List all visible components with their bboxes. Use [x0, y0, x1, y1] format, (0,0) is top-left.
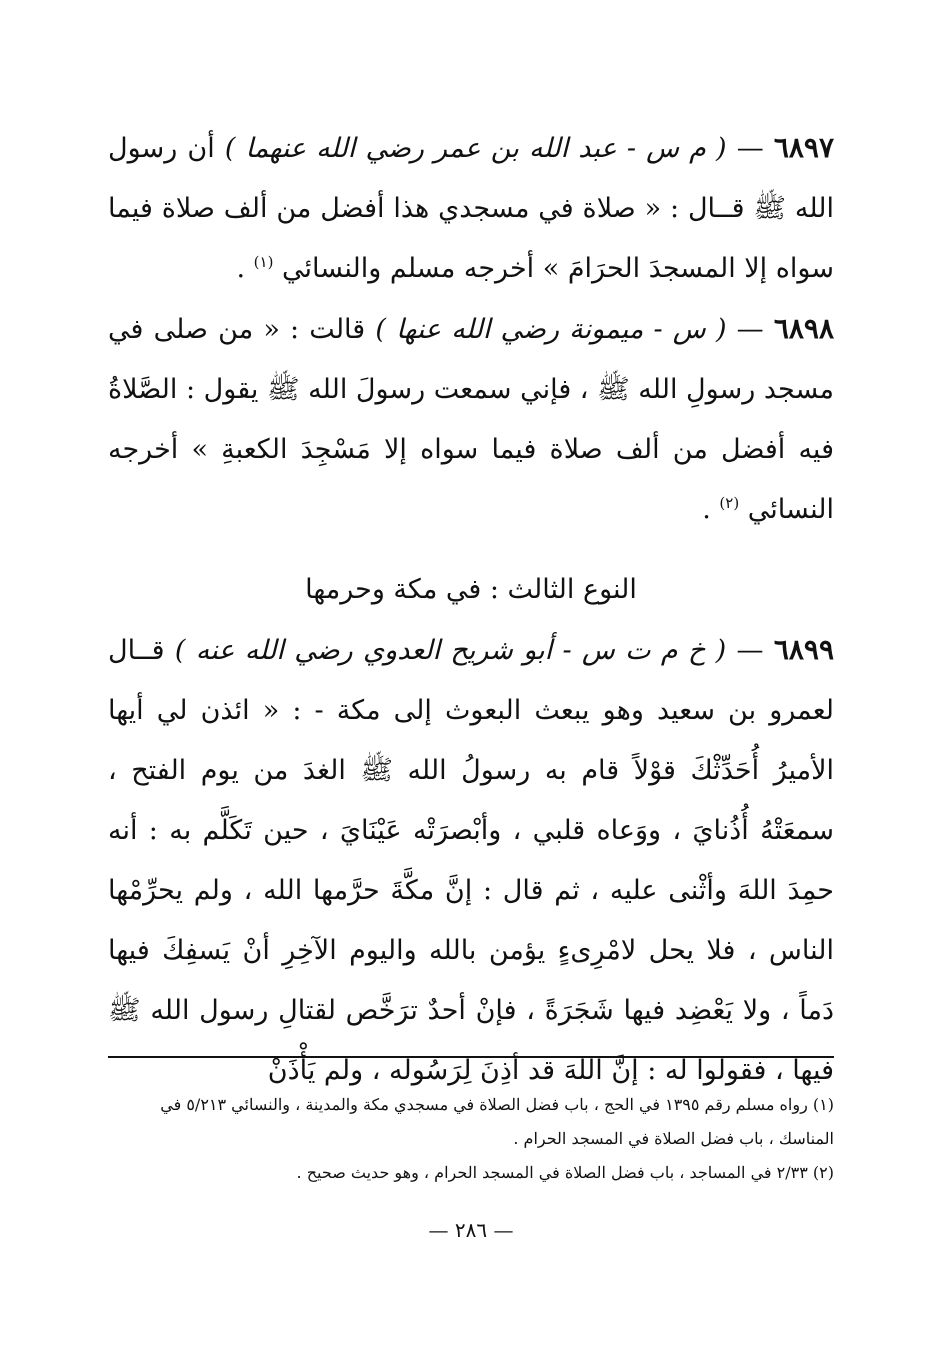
hadith-source: ( خ م ت س - أبو شريح العدوي رضي الله عنه ) [174, 635, 727, 666]
hadith-number: ٦٨٩٨ [773, 312, 834, 345]
hadith-text: قالت : « من صلى في مسجد رسولِ الله ﷺ ، فإني سمعت رسولَ الله ﷺ يقول : الصَّلاةُ فيه أفضل من ألف صلاة فيما سواه إلا مَسْجِدَ الكعبةِ » أخرجه النسائي [108, 314, 834, 525]
hadith-source: ( س - ميمونة رضي الله عنها ) [375, 314, 727, 345]
hadith-number: ٦٨٩٧ [773, 131, 834, 164]
page-body [108, 118, 834, 1338]
hadith-6898: ٦٨٩٨ — ( س - ميمونة رضي الله عنها ) قالت : « من صلى في مسجد رسولِ الله ﷺ ، فإني سمعت رسولَ الله ﷺ يقول : الصَّلاةُ فيه أفضل من ألف صلاة فيما سواه إلا مَسْجِدَ الكعبةِ » أخرجه النسائي $^{(٢)}$ . [108, 312, 834, 525]
hadith-end: . [236, 253, 254, 284]
section-title: النوع الثالث : في مكة وحرمها [305, 574, 637, 605]
footnote-1: (١) رواه مسلم رقم ١٣٩٥ في الحج ، باب فضل الصلاة في مسجدي مكة والمدينة ، والنسائي ٥/٢١٣ في المناسك ، باب فضل الصلاة في المسجد الحرام . [160, 1095, 834, 1148]
footnote-ref: (١) [253, 253, 274, 271]
hadith-6899: ٦٨٩٩ — ( خ م ت س - أبو شريح العدوي رضي الله عنه ) قــال لعمرو بن سعيد وهو يبعث البعوث إلى مكة - : « ائذن لي أيها الأميرُ أُحَدِّثْكَ قوْلاً قام به رسولُ الله ﷺ الغدَ من يوم الفتح ، سمعَتْهُ أُذُنايَ ، ووَعاه قلبي ، وأبْصرَتْه عَيْنَايَ ، حين تَكَلَّم به : أنه حمِدَ اللهَ وأثْنى عليه ، ثم قال : إنَّ مكَّةَ حرَّمها الله ، ولم يحرِّمْها الناس ، فلا يحل لامْرِىءٍ يؤمن بالله واليوم الآخِرِ أنْ يَسفِكَ فيها دَماً ، ولا يَعْضِد فيها شَجَرَةً ، فإنْ أحدٌ ترَخَّص لقتالِ رسول الله ﷺ فيها ، فقولوا له : إنَّ اللهَ قد أذِنَ لِرَسُوله ، ولم يَأْذَنْ [108, 633, 834, 1086]
hadith-text: أن رسول الله ﷺ قــال : « صلاة في مسجدي هذا أفضل من ألف صلاة فيما سواه إلا المسجدَ الحرَامَ » أخرجه مسلم والنسائي [108, 133, 834, 284]
footnote-2: (٢) ٢/٣٣ في المساجد ، باب فضل الصلاة في المسجد الحرام ، وهو حديث صحيح . [296, 1163, 834, 1182]
hadith-end: . [702, 494, 720, 525]
hadith-6897: ٦٨٩٧ — ( م س - عبد الله بن عمر رضي الله عنهما ) أن رسول الله ﷺ قــال : « صلاة في مسجدي هذا أفضل من ألف صلاة فيما سواه إلا المسجدَ الحرَامَ » أخرجه مسلم والنسائي $^{(١)}$ . [108, 131, 834, 284]
footnotes [108, 1088, 834, 1190]
hadith-number: ٦٨٩٩ [773, 633, 834, 666]
hadith-text: قــال لعمرو بن سعيد وهو يبعث البعوث إلى مكة - : « ائذن لي أيها الأميرُ أُحَدِّثْكَ قوْلاً قام به رسولُ الله ﷺ الغدَ من يوم الفتح ، سمعَتْهُ أُذُنايَ ، ووَعاه قلبي ، وأبْصرَتْه عَيْنَايَ ، حين تَكَلَّم به : أنه حمِدَ اللهَ وأثْنى عليه ، ثم قال : إنَّ مكَّةَ حرَّمها الله ، ولم يحرِّمْها الناس ، فلا يحل لامْرِىءٍ يؤمن بالله واليوم الآخِرِ أنْ يَسفِكَ فيها دَماً ، ولا يَعْضِد فيها شَجَرَةً ، فإنْ أحدٌ ترَخَّص لقتالِ رسول الله ﷺ فيها ، فقولوا له : إنَّ اللهَ قد أذِنَ لِرَسُوله ، ولم يَأْذَنْ [108, 635, 834, 1086]
hadith-source: ( م س - عبد الله بن عمر رضي الله عنهما ) [224, 133, 727, 164]
page-number: — ٢٨٦ — [428, 1218, 514, 1242]
footnote-ref: (٢) [719, 494, 740, 512]
footnote-divider [108, 1056, 834, 1058]
